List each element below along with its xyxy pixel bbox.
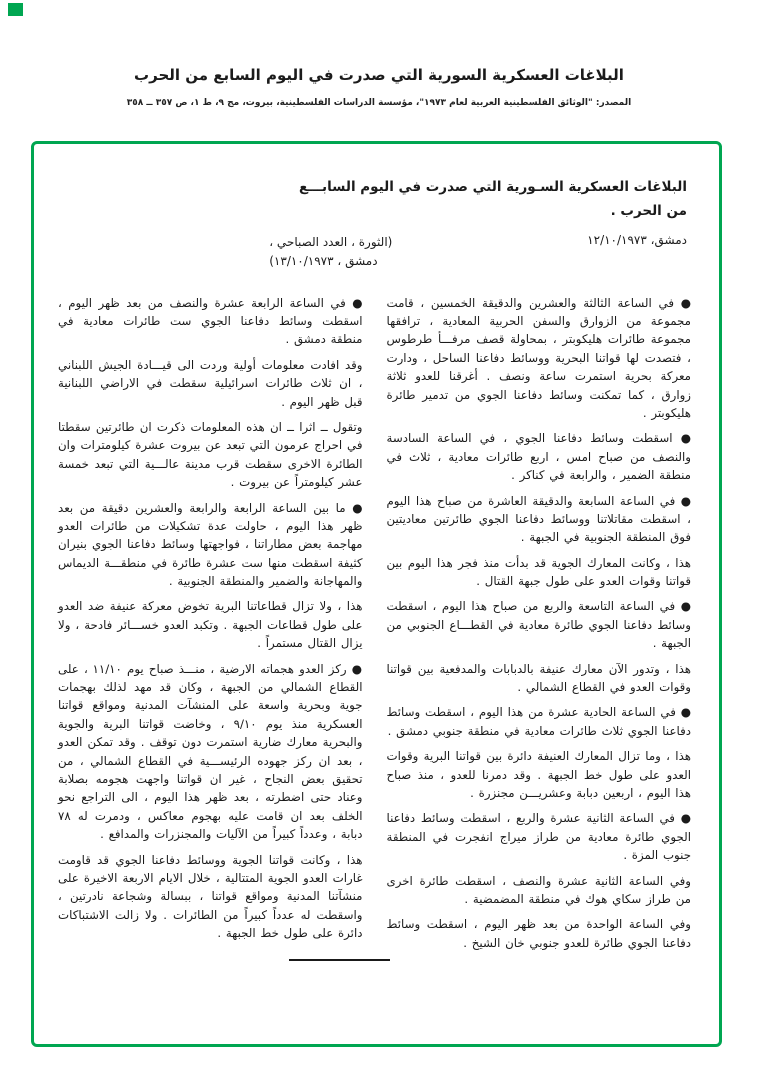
document-frame <box>31 141 722 1047</box>
two-column-text <box>58 294 691 960</box>
paragraph: ● في الساعة التاسعة والربع من صباح هذا اليوم ، اسقطت وسائط دفاعنا الجوي طائرة معادية في القطـــاع الجنوبي من الجبهة . <box>386 599 691 651</box>
paragraph: وتقول ــ اثرا ــ ان هذه المعلومات ذكرت ان طائرتين سقطتا في احراج عرمون التي تبعد عن بيروت عشرة كيلومترات وان الطائرة الاخرى سقطت قرب مدينة عالـــية التي تبعد خمسة عشر كيلومتراً عن بيروت . <box>58 419 363 490</box>
page-title: البلاغات العسكرية السورية التي صدرت في اليوم السابع من الحرب <box>134 66 624 84</box>
paragraph: ● في الساعة الثالثة والعشرين والدقيقة الخمسين ، قامت مجموعة من الزوارق والسفن الحربية المعادية ، ترافقها مجموعة طائرات هليكوبتر ، بمحاولة قصف مرفـــأ طرطوس ، فتصدت لها قواتنا البحرية ووسائط دفاعنا الساحل ، ودارت معركة بحرية استمرت ساعة ونصف . أغرقنا للعدو ثلاثة زوارق ، كما تمكنت وسائط دفاعنا الجوي من تدمير طائرة هليكوبتر . <box>386 295 691 420</box>
document-heading-line1: البلاغات العسكرية السـورية التي صدرت في اليوم السابـــع <box>298 179 687 195</box>
paragraph: ● ركز العدو هجماته الارضية ، منـــذ صباح يوم ١١/١٠ ، على القطاع الشمالي من الجبهة ، وكان قد مهد لذلك بهجمات جوية وبحرية واسعة على المنشآت المدنية ومواقع قواتنا العسكرية منذ يوم ٩/١٠ ، وخاضت قواتنا البرية والجوية والبحرية معارك ضارية استمرت دون توقف . وقد تمكن العدو ، بعد ان ركز جهوده الرئيســـية في القطاع الشمالي ، من تحقيق بعض النجاح ، غير ان قواتنا واجهت هجومه بصلابة وعناد حتى اضطرته ، بعد ظهر هذا اليوم ، الى التراجع نحو الخلف بعد ان قامت عليه بهجوم معاكس ، ودمرت له ٧٨ دبابة ، وعدداً كبيراً من الآليات والمجنزرات والمدافع . <box>58 661 363 842</box>
paragraph: ● في الساعة السابعة والدقيقة العاشرة من صباح هذا اليوم ، اسقطت مقاتلاتنا ووسائط دفاعنا الجوي طائرتين معاديتين فوق المنطقة الجنوبية في الجبهة . <box>386 493 691 545</box>
footnote-divider <box>289 959 390 961</box>
green-corner-mark <box>8 3 23 16</box>
newspaper-citation <box>269 233 392 271</box>
paragraph: ● في الساعة الثانية عشرة والربع ، اسقطت وسائط دفاعنا الجوي طائرة معادية من طراز ميراج انفجرت في المنطقة جنوب المزة . <box>386 811 691 863</box>
paragraph: وقد افادت معلومات أولية وردت الى قيـــادة الجيش اللبناني ، ان ثلاث طائرات اسرائيلية سقطت في الاراضي اللبنانية قبل ظهر اليوم . <box>58 357 363 409</box>
source-citation-line: المصدر: "الوثائق الفلسطينية العربية لعام ١٩٧٣"، مؤسسة الدراسات الفلسطينية، بيروت، مج ٩، ط ١، ص ٣٥٧ ــ ٣٥٨ <box>126 98 632 108</box>
document-heading <box>58 176 687 223</box>
newspaper-citation-line2: دمشق ، ١٣/١٠/١٩٧٣) <box>269 254 378 269</box>
paragraph: ● في الساعة الحادية عشرة من هذا اليوم ، اسقطت وسائط دفاعنا الجوي ثلاث طائرات معادية في منطقة جنوبي دمشق . <box>386 705 691 738</box>
paragraph: ● ما بين الساعة الرابعة والرابعة والعشرين دقيقة من بعد ظهر هذا اليوم ، حاولت عدة تشكيلات من طائرات العدو مهاجمة بعض مطاراتنا ، فواجهتها وسائط دفاعنا الجوي بنيران كثيفة اسقطت منها ست عشرة طائرة في منطقـــة الديماس والمهاجانة والضمير والمنطقة الجنوبية . <box>58 500 363 589</box>
dateline-damascus: دمشق، ١٢/١٠/١٩٧٣ <box>587 233 687 248</box>
paragraph: وفي الساعة الثانية عشرة والنصف ، اسقطت طائرة اخرى من طراز سكاي هوك في منطقة المضمضية . <box>386 873 691 906</box>
newspaper-citation-line1: (الثورة ، العدد الصباحي ، <box>269 235 393 250</box>
dateline-row <box>269 233 687 271</box>
document-heading-line2: من الحرب . <box>610 202 687 219</box>
paragraph: وفي الساعة الواحدة من بعد ظهر اليوم ، اسقطت وسائط دفاعنا الجوي طائرة للعدو جنوبي خان الشيخ . <box>386 917 691 950</box>
paragraph: هذا ، ولا تزال قطاعاتنا البرية تخوض معركة عنيفة ضد العدو على طول قطاعات الجبهة . وتكبد العدو خســـائر فادحة ، ولا يزال القتال مستمراً . <box>58 599 363 651</box>
column-left <box>58 294 363 960</box>
paragraph: هذا ، وكانت المعارك الجوية قد بدأت منذ فجر هذا اليوم بين قواتنا وقوات العدو على طول جبهة القتال . <box>386 555 691 589</box>
paragraph: ● اسقطت وسائط دفاعنا الجوي ، في الساعة السادسة والنصف من صباح امس ، اربع طائرات معادية ، ثلاث في منطقة الضمير ، والرابعة في كناكر . <box>386 431 691 483</box>
paragraph: هذا ، وتدور الآن معارك عنيفة بالدبابات والمدفعية بين قواتنا وقوات العدو في القطاع الشمالي . <box>386 661 691 695</box>
column-right <box>387 294 692 960</box>
paragraph: ● في الساعة الرابعة عشرة والنصف من بعد ظهر اليوم ، اسقطت وسائط دفاعنا الجوي ست طائرات معادية في منطقة دمشق . <box>58 295 363 347</box>
paragraph: هذا ، وكانت قواتنا الجوية ووسائط دفاعنا الجوي قد قاومت غارات العدو الجوية المتتالية ، خلال الايام الاربعة الاخيرة على منشآتنا المدنية ومواقع قواتنا ، ببسالة وشجاعة نادرتين ، واسقطت له عدداً كبيراً من الطائرات . ولا زالت الاشتباكات دائرة على طول خط الجبهة . <box>58 852 363 941</box>
paragraph: هذا ، وما تزال المعارك العنيفة دائرة بين قواتنا البرية وقوات العدو على طول خط الجبهة . وقد دمرنا للعدو ، منذ صباح هذا اليوم ، اربعين دبابة وعشريـــن مجنزرة . <box>386 749 691 800</box>
